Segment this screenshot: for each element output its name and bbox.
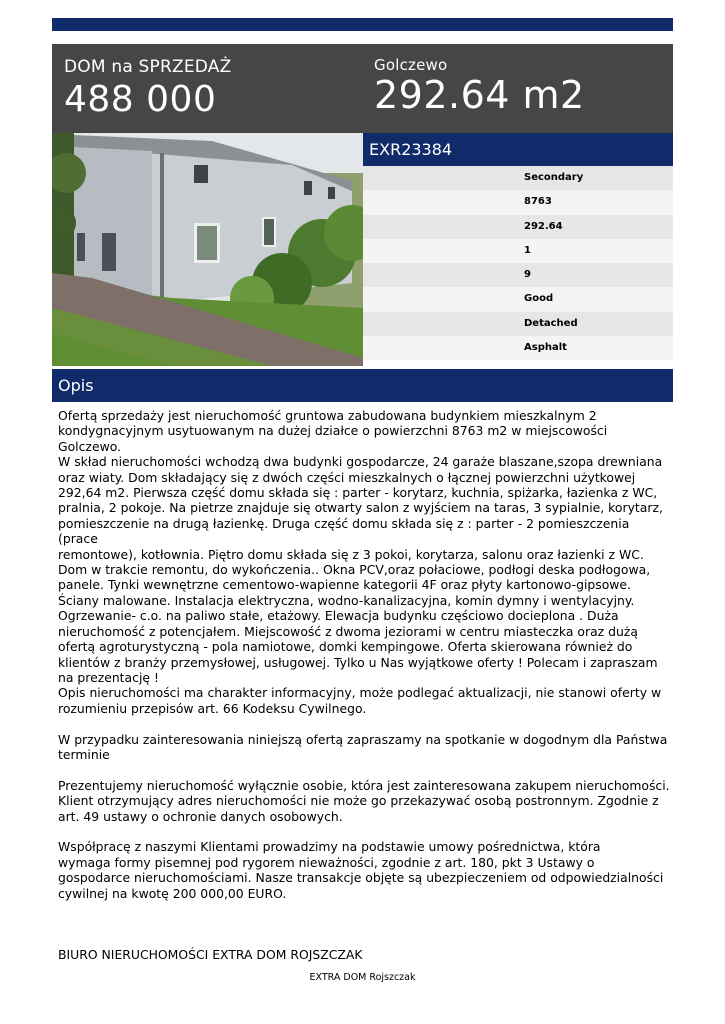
- description-paragraph-main: Ofertą sprzedaży jest nieruchomość gruntowa zabudowana budynkiem mieszkalnym 2 kondygnacyjnym usytuowanym na dużej działce o powierzchni 8763 m2 w miejscowości Golczewo. W skład nieruchomości wchodzą dwa budynki gospodarcze, 24 garaże blaszane,szopa drewniana oraz wiaty. Dom składający się z dwóch części mieszkalnych o łącznej powierzchni użytkowej 292,64 m2. Pierwsza część domu składa się : parter - korytarz, kuchnia, spiżarka, łazienka z WC, pralnia, 2 pokoje. Na pietrze znajduje się otwarty salon z wyjściem na taras, 3 sypialnie, korytarz, pomieszczenie na drugą łazienkę. Druga część domu składa się z : parter - 2 pomieszczenia (prace remontowe), kotłownia. Piętro domu składa się z 3 pokoi, korytarza, salonu oraz łazienki z WC. Dom w trakcie remontu, do wykończenia.. Okna PCV,oraz połaciowe, podłogi deska podłogowa, panele. Tynki wewnętrzne cementowo-wapienne kategorii 4F oraz płyty kartonowo-gipsowe. Ściany malowane. Instalacja elektryczna, wodno-kanalizacyjna, komin dymny i wentylacyjny. Ogrzewanie- c.o. na paliwo stałe, etażowy. Elewacja budynku częściowo docieplona . Duża nieruchomość z potencjałem. Miejscowość z dwoma jeziorami w centru miasteczka oraz dużą ofertą agroturystyczną - pola namiotowe, domki kempingowe. Oferta skierowana również do klientów z branży przemysłowej, usługowej. Tylko u Nas wyjątkowe oferty ! Polecam i zapraszam na prezentację ! Opis nieruchomości ma charakter informacyjny, może podlegać aktualizacji, nie stanowi oferty w rozumieniu przepisów art. 66 Kodeksu Cywilnego.: [58, 408, 663, 716]
- top-accent-bar: [52, 18, 673, 31]
- spec-usable-area: 292.64: [363, 215, 673, 239]
- listing-price: 488 000: [64, 79, 217, 120]
- spec-plot-area: 8763: [363, 190, 673, 214]
- reference-number: EXR23384: [363, 133, 673, 166]
- agency-name: BIURO NIERUCHOMOŚCI EXTRA DOM ROJSZCZAK: [58, 946, 363, 962]
- spec-floors: 1: [363, 239, 673, 263]
- description: [58, 408, 673, 962]
- listing-area: 292.64 m2: [374, 73, 585, 117]
- listing-type: DOM na SPRZEDAŻ: [64, 57, 232, 77]
- spec-rooms: 9: [363, 263, 673, 287]
- specs-table: [363, 166, 673, 360]
- header-right: [374, 56, 585, 118]
- footer-agency: EXTRA DOM Rojszczak: [309, 972, 416, 983]
- spec-access-road: Asphalt: [363, 336, 673, 360]
- listing-header: [52, 44, 673, 133]
- description-paragraph-privacy: Prezentujemy nieruchomość wyłącznie osobie, która jest zainteresowana zakupem nieruchomości. Klient otrzymujący adres nieruchomości nie może go przekazywać osobą postronnym. Zgodnie z art. 49 ustawy o ochronie danych osobowych.: [58, 777, 670, 824]
- listing-location: Golczewo: [374, 56, 448, 74]
- property-photo: [52, 133, 363, 366]
- header-left: [64, 56, 231, 122]
- description-paragraph-meeting: W przypadku zainteresowania niniejszą ofertą zapraszamy na spotkanie w dogodnym dla Państwa terminie: [58, 731, 668, 762]
- section-title-opis: Opis: [52, 369, 673, 402]
- spec-condition: Good: [363, 287, 673, 311]
- spec-building-type: Detached: [363, 312, 673, 336]
- spec-market: Secondary: [363, 166, 673, 190]
- description-paragraph-contract: Współpracę z naszymi Klientami prowadzimy na podstawie umowy pośrednictwa, która wymaga formy pisemnej pod rygorem nieważności, zgodnie z art. 180, pkt 3 Ustawy o gospodarce nieruchomościami. Nasze transakcje objęte są ubezpieczeniem od odpowiedzialności cywilnej na kwotę 200 000,00 EURO.: [58, 839, 664, 901]
